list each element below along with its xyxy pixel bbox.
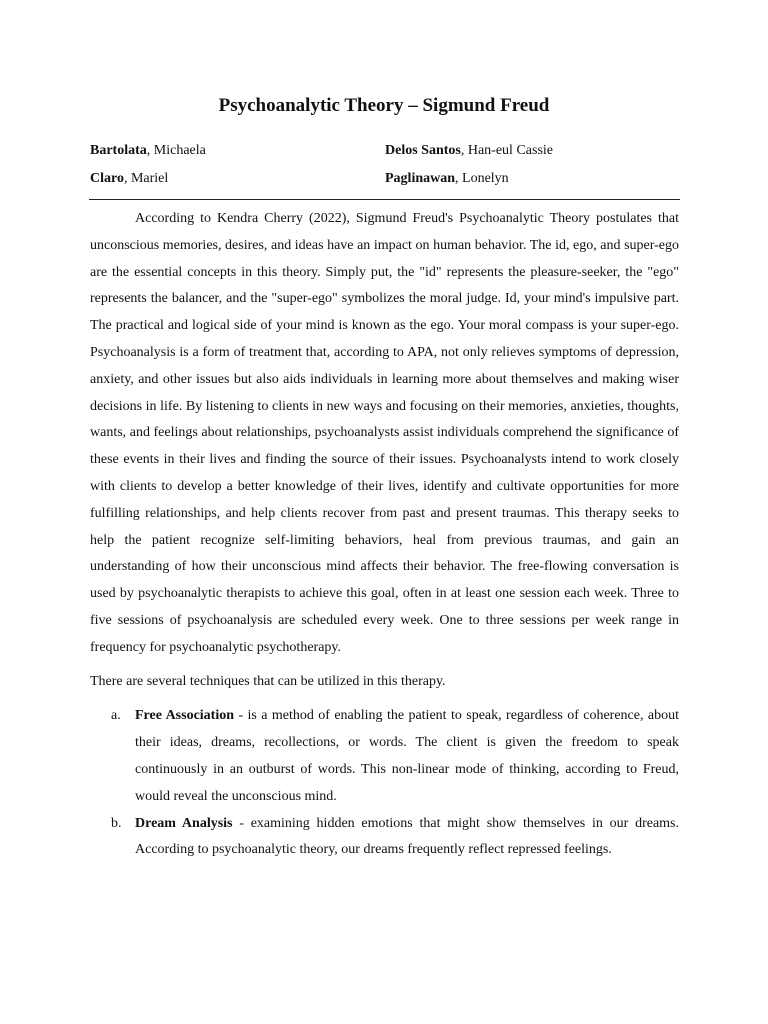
technique-dream-analysis	[90, 811, 679, 865]
author-surname: Bartolata	[90, 143, 147, 158]
author-delos-santos	[385, 137, 680, 165]
technique-free-association	[90, 703, 679, 810]
author-claro	[90, 165, 385, 193]
author-row	[90, 165, 680, 193]
author-paglinawan	[385, 165, 680, 193]
technique-description: - is a method of enabling the patient to speak, regardless of coherence, about their ideas, dreams, recollections, or words. The client is given the freedom to speak continuously in an outburst of words. This non-linear mode of thinking, according to Freud, would reveal the unconscious mind.	[135, 708, 679, 804]
techniques-intro: There are several techniques that can be utilized in this therapy.	[90, 673, 446, 689]
technique-term: Dream Analysis	[135, 815, 233, 831]
technique-term: Free Association	[135, 708, 235, 724]
body-paragraph: According to Kendra Cherry (2022), Sigmund Freud's Psychoanalytic Theory postulates that unconscious memories, desires, and ideas have an impact on human behavior. The id, ego, and super-ego are the essential concepts in this theory. Simply put, the "id" represents the pleasure-seeker, the "ego" represents the balancer, and the "super-ego" symbolizes the moral judge. Id, your mind's impulsive part. The practical and logical side of your mind is known as the ego. Your moral compass is your super-ego. Psychoanalysis is a form of treatment that, according to APA, not only relieves symptoms of depression, anxiety, and other issues but also aids individuals in learning more about themselves and making wiser decisions in life. By listening to clients in new ways and focusing on their memories, anxieties, thoughts, wants, and feelings about relationships, psychoanalysts assist individuals comprehend the significance of these events in their lives and finding the source of their issues. Psychoanalysts intend to work closely with clients to develop a better knowledge of their lives, identify and cultivate opportunities for more fulfilling relationships, and help clients recover from past and present traumas. This therapy seeks to help the patient recognize self-limiting behaviors, heal from previous traumas, and gain an understanding of how their unconscious mind affects their behavior. The free-flowing conversation is used by psychoanalytic therapists to achieve this goal, often in at least one session each week. Three to five sessions of psychoanalysis are scheduled every week. One to three sessions per week range in frequency for psychoanalytic psychotherapy.	[90, 211, 679, 655]
author-row	[90, 137, 680, 165]
author-list	[90, 137, 680, 193]
document-title: Psychoanalytic Theory – Sigmund Freud	[218, 95, 550, 116]
author-given-name: , Lonelyn	[455, 171, 509, 186]
technique-description: - examining hidden emotions that might show themselves in our dreams. According to psychoanalytic theory, our dreams frequently reflect repressed feelings.	[135, 815, 679, 858]
document-body	[90, 206, 679, 864]
author-surname: Paglinawan	[385, 171, 456, 186]
author-given-name: , Michaela	[146, 143, 206, 158]
author-surname: Claro	[90, 171, 124, 186]
author-bartolata	[90, 137, 385, 165]
author-surname: Delos Santos	[385, 143, 461, 158]
list-marker: a.	[111, 708, 121, 724]
author-given-name: , Mariel	[123, 171, 169, 186]
header-divider	[89, 199, 680, 200]
list-marker: b.	[111, 815, 122, 831]
techniques-list	[90, 703, 679, 864]
author-given-name: , Han-eul Cassie	[460, 143, 554, 158]
